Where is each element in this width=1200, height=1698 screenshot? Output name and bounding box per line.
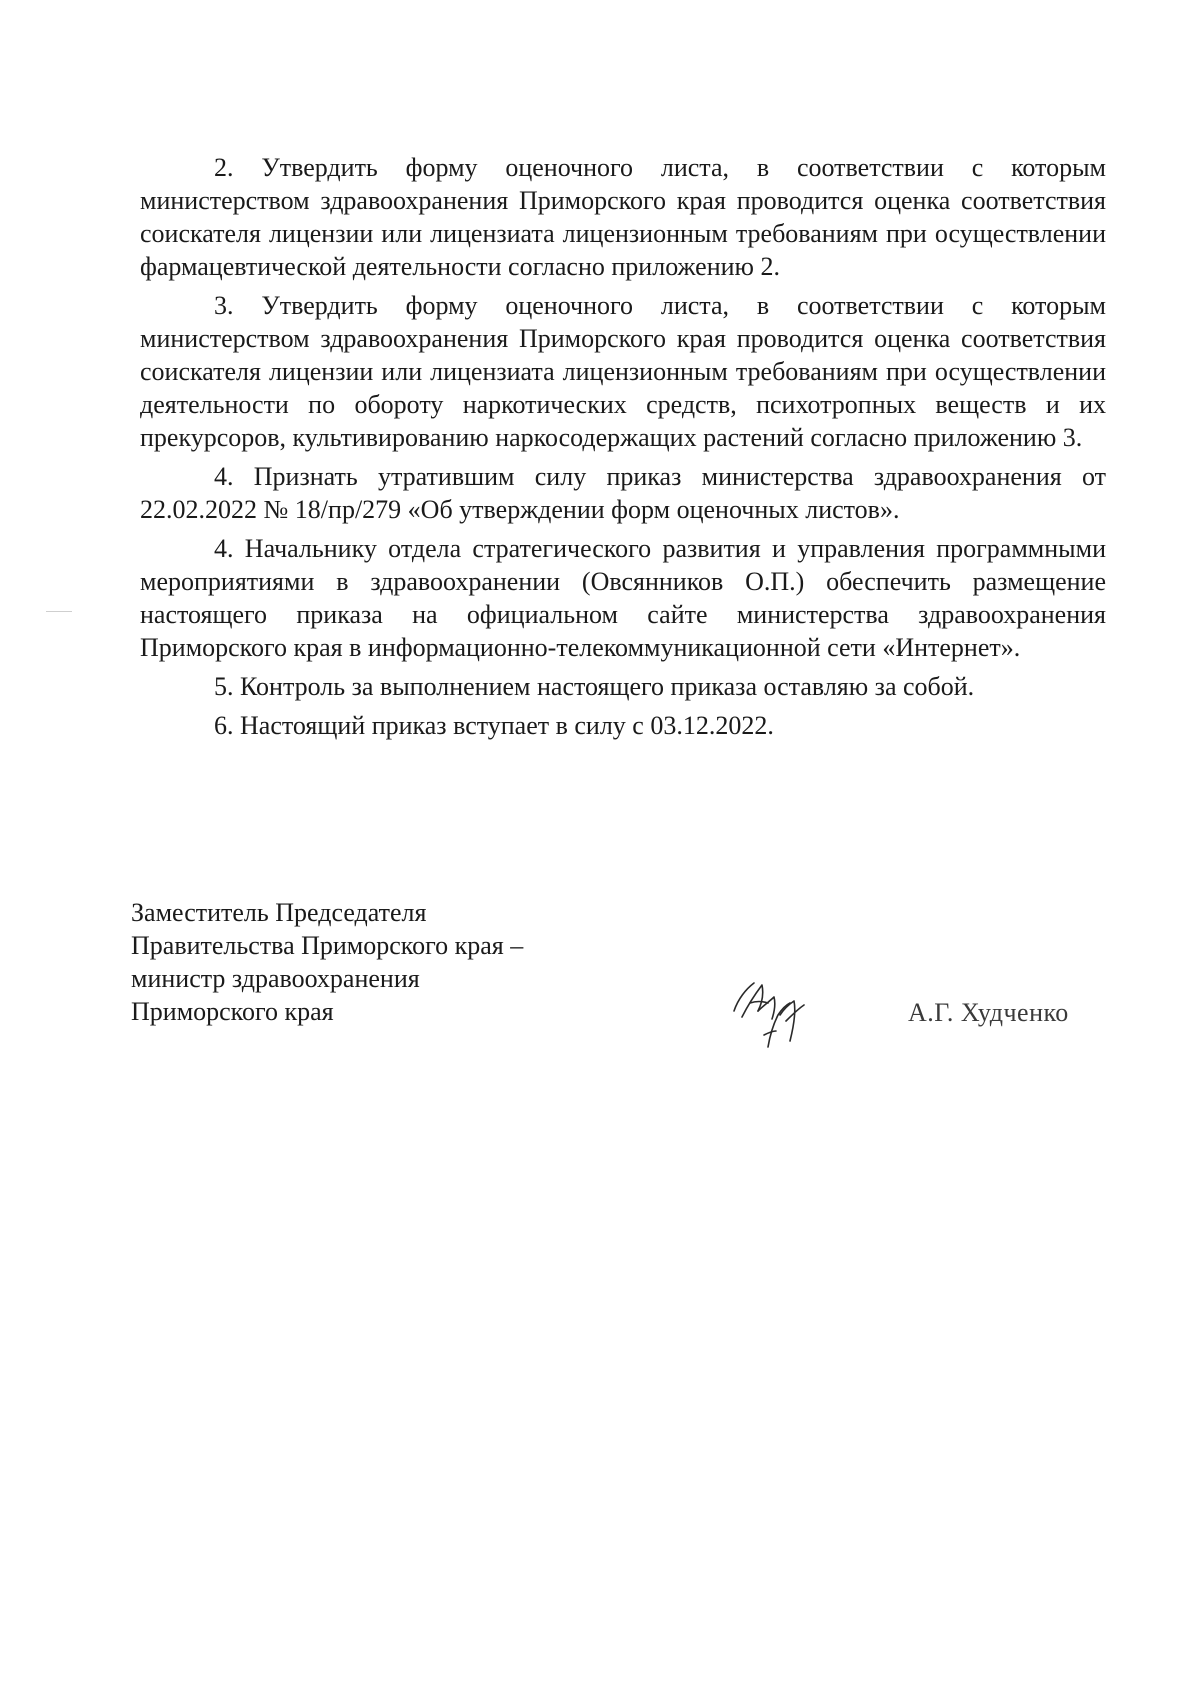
position-line: Правительства Приморского края – (131, 931, 524, 960)
paragraph-item-4-publication: 4. Начальнику отдела стратегического развития и управления программными мероприятиями в здравоохранении (Овсянников О.П.) обеспечить размещение настоящего приказа на официальном сайте министерства здравоохранения Приморского края в информационно-телекоммуникационной сети «Интернет». (140, 534, 1106, 662)
position-line: министр здравоохранения (131, 964, 420, 993)
signatory-position (131, 896, 523, 1028)
position-line: Заместитель Председателя (131, 898, 427, 927)
signatory-name: А.Г. Худченко (908, 998, 1069, 1027)
paragraph-item-6: 6. Настоящий приказ вступает в силу с 03.12.2022. (214, 711, 774, 740)
scan-margin-mark (46, 611, 72, 612)
document-body (140, 151, 1106, 742)
paragraph-item-4-repeal: 4. Признать утратившим силу приказ министерства здравоохранения от 22.02.2022 № 18/пр/279 «Об утверждении форм оценочных листов». (140, 462, 1106, 524)
paragraph-item-2: 2. Утвердить форму оценочного листа, в соответствии с которым министерством здравоохранения Приморского края проводится оценка соответствия соискателя лицензии или лицензиата лицензионным требованиям при осуществлении фармацевтической деятельности согласно приложению 2. (140, 153, 1106, 281)
paragraph-item-3: 3. Утвердить форму оценочного листа, в соответствии с которым министерством здравоохранения Приморского края проводится оценка соответствия соискателя лицензии или лицензиата лицензионным требованиям при осуществлении деятельности по обороту наркотических средств, психотропных веществ и их прекурсоров, культивированию наркосодержащих растений согласно приложению 3. (140, 291, 1106, 452)
handwritten-signature (728, 975, 818, 1057)
paragraph-item-5: 5. Контроль за выполнением настоящего приказа оставляю за собой. (214, 672, 975, 701)
position-line: Приморского края (131, 997, 334, 1026)
